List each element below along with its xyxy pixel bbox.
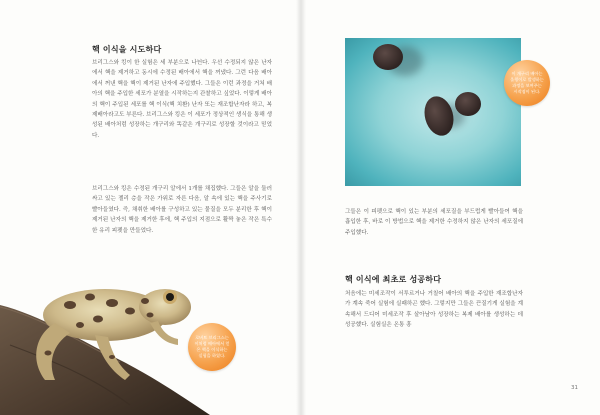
callout-bubble-bottom <box>188 323 236 371</box>
embryo-right <box>455 92 481 116</box>
page-number: 31 <box>571 385 578 391</box>
embryo-top-left <box>373 44 403 70</box>
section-heading-1 <box>92 44 161 55</box>
callout-bottom-text: 로버트 브리그스는 이처럼 배아에서 얻은 핵을 이식하는 실험을 하였다. <box>194 334 230 359</box>
page-gutter <box>296 0 306 415</box>
section-heading-2 <box>345 274 441 285</box>
callout-bubble-top <box>504 60 550 106</box>
heading-1-text: 핵 이식을 시도하다 <box>92 45 162 54</box>
embryo-center <box>420 93 457 139</box>
heading-2-text: 핵 이식에 최초로 성공하다 <box>345 275 442 284</box>
right-paragraph-bottom: 처음에는 미세조작이 서투르거나 거칠어 배아의 핵을 주입한 재조합난자가 계속 죽어 실험에 실패하곤 했다. 그렇지만 그들은 끈질기게 실험을 계속해서 드디어 미세조작 후 살아남아 성장하는 복제 배아를 생성하는 데 성공했다. 실험실은 온통 흥 <box>345 291 523 329</box>
frog-embryo-photo <box>345 38 521 186</box>
left-paragraph-2: 브리그스와 킹은 수정된 개구리 알에서 1개를 채집했다. 그들은 알을 둘러싸고 있는 젤리 층을 작은 가위로 자른 다음, 알 속에 있는 핵을 주사기로 빨아들였다. 즉, 채취한 배아를 구성하고 있는 물질을 모두 분리한 후 핵이 제거된 난자의 핵을 제거한 후에, 핵 주입의 지점으로 활짝 놓은 작은 특수한 유리 피펫을 만들었다. <box>92 186 272 234</box>
left-paragraph-1: 브리그스와 킹이 한 실험은 세 부분으로 나뉜다. 우선 수정되지 않은 난자에서 핵을 제거하고 동시에 수정된 배아에서 핵을 꺼냈다. 그런 다음 배아에서 꺼낸 핵을 핵이 제거된 난자에 주입했다. 그들은 이런 과정을 거쳐 배아의 핵을 주입한 세포가 분열을 시작하는지 관찰하고 싶었다. 이렇게 배아의 핵이 주입된 세포를 핵 이식(핵 치환) 난자 또는 재조합난자라 하고, 복제배아라고도 부른다. 브리그스와 킹은 이 세포가 정상적인 생식을 통해 생성된 배아처럼 성장하는 개구리와 똑같은 개구리로 성장할 것이라고 믿었다. <box>92 60 272 139</box>
callout-top-text: 이 개구리 배아는 올챙이로 발생하는 과정을 보여주는 시작점이 된다. <box>510 70 544 95</box>
right-paragraph-top: 그들은 이 피펫으로 핵이 있는 부분의 세포질을 부드럽게 빨아들여 핵을 흡입한 후, 바로 이 방법으로 핵을 제거한 수정하지 않은 난자의 세포질에 주입했다. <box>345 209 523 236</box>
